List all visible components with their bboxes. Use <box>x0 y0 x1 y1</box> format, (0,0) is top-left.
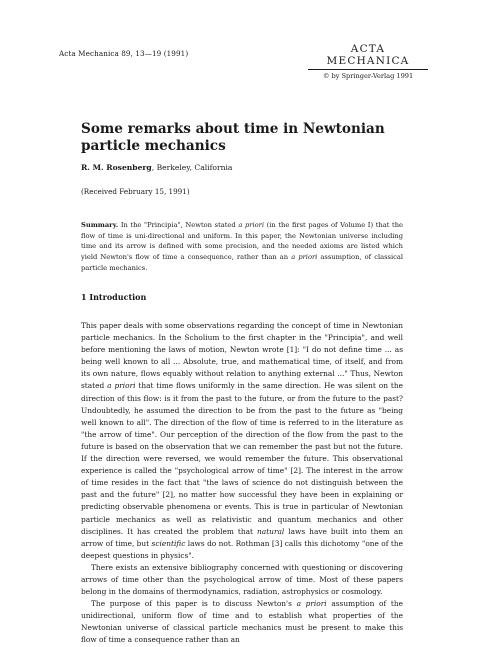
section-heading: 1 Introduction <box>81 292 147 302</box>
abstract-emphasis: a priori <box>238 221 264 229</box>
author-line <box>81 163 232 172</box>
page-header <box>59 43 428 80</box>
paragraph: There exists an extensive bibliography concerned with questioning or discovering arrows of time other than the psychological arrow of time. Most of these papers belong in the domains of thermodynamics, radiation, astrophysics or cosmology. <box>81 562 403 597</box>
paragraph-text: assumption of the unidirectional, uniform flow of time and to establish what properties of the Newtonian universe of classical particle mechanics must be present to make this flow of time a consequence rather than an <box>81 599 404 645</box>
paragraph-text: This paper deals with some observations regarding the concept of time in Newtonian particle mechanics. In the Scholium to the first chapter in the "Principia", and well before mentioning the laws of motion, Newton wrote [1]: "I do not define time ... as being well known to all ... Absolute, true, and mathematical time, of itself, and from its own nature, flows equably without relation to anything external ..." Thus, Newton stated <box>81 321 403 391</box>
journal-brand <box>308 43 428 80</box>
paragraph <box>81 320 403 562</box>
copyright-notice: © by Springer-Verlag 1991 <box>322 72 414 80</box>
paragraph-text: laws do not. Rothman [3] calls this dichotomy "one of the deepest questions in physics". <box>81 538 403 560</box>
abstract-text: In the "Principia", Newton stated <box>118 221 239 229</box>
paragraph-emphasis: scientific <box>151 538 186 548</box>
paragraph <box>81 598 403 646</box>
abstract-emphasis: a priori <box>291 253 318 262</box>
received-date: (Received February 15, 1991) <box>81 187 190 196</box>
journal-reference: Acta Mechanica 89, 13—19 (1991) <box>59 49 189 58</box>
paragraph-text: The purpose of this paper is to discuss Newton's <box>91 599 297 609</box>
paragraph-emphasis: a priori <box>296 599 327 609</box>
abstract-label: Summary. <box>81 221 119 229</box>
journal-name: ACTA MECHANICA <box>308 43 428 70</box>
paragraph-text: that time flows uniformly in the same direction. He was silent on the direction of this flow: is it from the past to the future, or from the future to the past? Undoubtedly, he assumed the direction to be from the past to the future as "being well known to all". The direction of the flow of time is referred to in the literature as "the arrow of time". Our perception of the direction of the flow from the past to the future is based on the observation that we can remember the past but not the future. If the direction were reversed, we would remember the future. This observational experience is called the "psychological arrow of time" [2]. The interest in the arrow of time resides in the fact that "the laws of science do not distinguish between the past and the future" [2], no matter how successful they have been in explaining or predicting observable phenomena or events. This is true in particular of Newtonian particle mechanics as well as relativistic and quantum mechanics and other disciplines. It has created the problem that <box>81 381 404 536</box>
abstract <box>81 220 403 274</box>
abstract-text: (in the first pages of Volume I) that the flow of time is uni-directional and uniform. In this paper, the Newtonian universe including time and its arrow is defined with some precision, and the needed axioms are listed which yield Newton's flow of time a consequence, rather than an <box>81 221 404 262</box>
article-title: Some remarks about time in Newtonian particle mechanics <box>81 121 385 154</box>
paragraph-text: laws have built into them an arrow of time, but <box>81 526 403 548</box>
abstract-text: assumption, of classical particle mechanics. <box>81 253 403 272</box>
author-affiliation: , Berkeley, California <box>151 163 233 172</box>
body-text <box>81 320 403 647</box>
paragraph-emphasis: a priori <box>107 381 136 391</box>
paragraph-emphasis: natural <box>257 526 285 536</box>
author-name: R. M. Rosenberg <box>81 163 152 172</box>
